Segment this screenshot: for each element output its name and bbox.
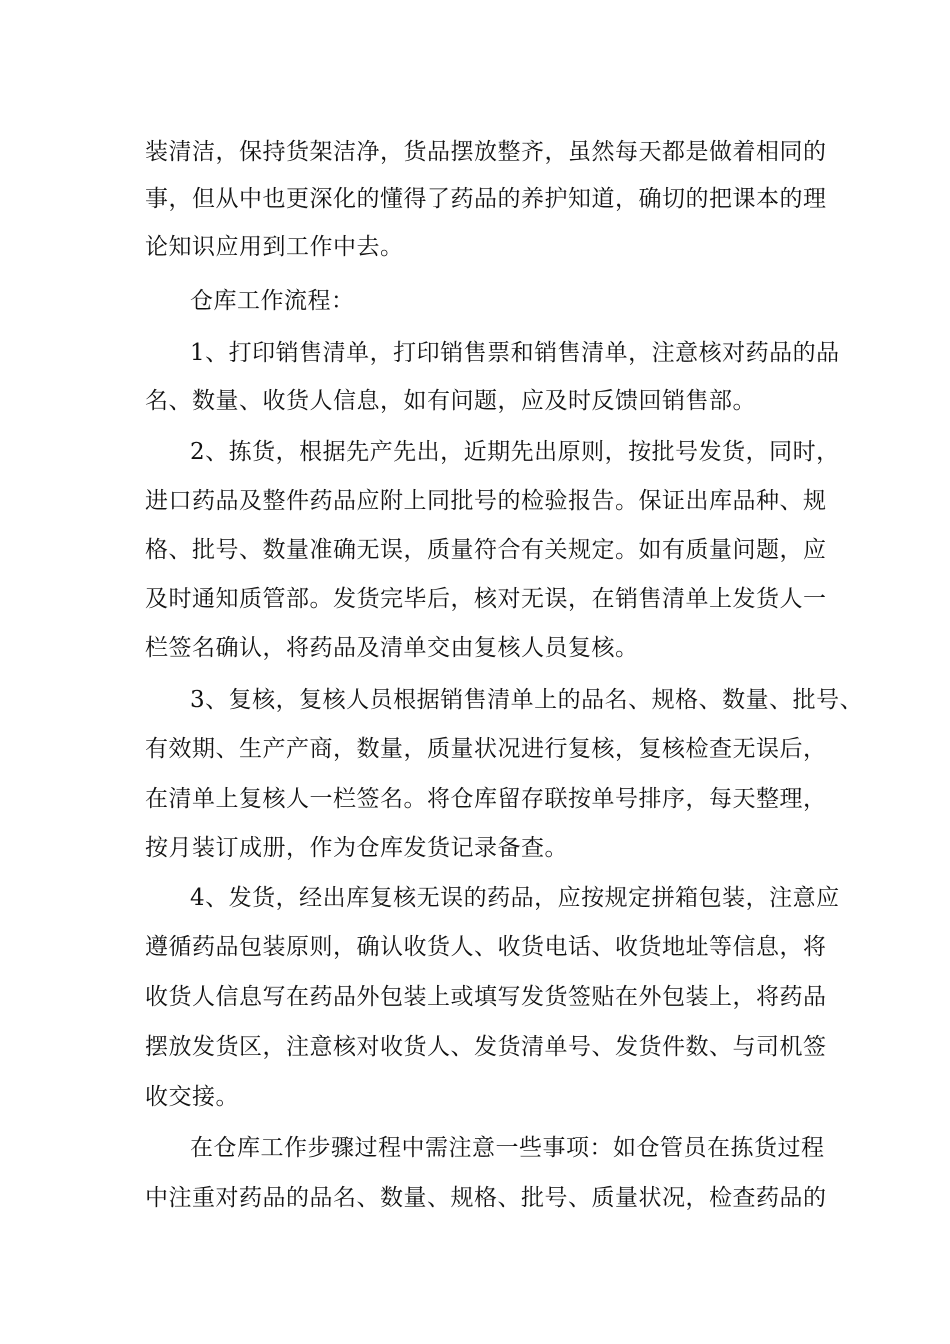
text-line-13: 有效期、生产产商，数量，质量状况进行复核，复核检查无误后， [145,736,827,762]
text-line-5: 1、打印销售清单，打印销售票和销售清单，注意核对药品的品 [190,340,840,366]
text-line-14: 在清单上复核人一栏签名。将仓库留存联按单号排序，每天整理， [145,786,827,812]
text-line-3: 论知识应用到工作中去。 [145,234,404,260]
text-line-1: 装清洁，保持货架洁净，货品摆放整齐，虽然每天都是做着相同的 [145,139,827,165]
text-line-11: 栏签名确认，将药品及清单交由复核人员复核。 [145,635,639,661]
text-line-19: 摆放发货区，注意核对收货人、发货清单号、发货件数、与司机签 [145,1034,827,1060]
text-line-2: 事，但从中也更深化的懂得了药品的养护知道，确切的把课本的理 [145,186,827,212]
text-line-18: 收货人信息写在药品外包装上或填写发货签贴在外包装上，将药品 [145,984,827,1010]
text-line-21: 在仓库工作步骤过程中需注意一些事项：如仓管员在拣货过程 [190,1135,825,1161]
text-line-10: 及时通知质管部。发货完毕后，核对无误，在销售清单上发货人一 [145,586,827,612]
text-line-7: 2、拣货，根据先产先出，近期先出原则，按批号发货，同时， [190,439,840,465]
text-line-12: 3、复核，复核人员根据销售清单上的品名、规格、数量、批号、 [190,687,864,713]
text-line-20: 收交接。 [145,1084,239,1110]
section-heading: 仓库工作流程： [190,288,355,314]
text-line-17: 遵循药品包装原则，确认收货人、收货电话、收货地址等信息，将 [145,934,827,960]
text-line-9: 格、批号、数量准确无误，质量符合有关规定。如有质量问题，应 [145,537,827,563]
text-line-22: 中注重对药品的品名、数量、规格、批号、质量状况，检查药品的 [145,1185,827,1211]
text-line-8: 进口药品及整件药品应附上同批号的检验报告。保证出库品种、规 [145,488,827,514]
text-line-16: 4、发货，经出库复核无误的药品，应按规定拼箱包装，注意应 [190,885,840,911]
text-line-6: 名、数量、收货人信息，如有问题，应及时反馈回销售部。 [145,388,756,414]
text-line-15: 按月装订成册，作为仓库发货记录备查。 [145,835,568,861]
